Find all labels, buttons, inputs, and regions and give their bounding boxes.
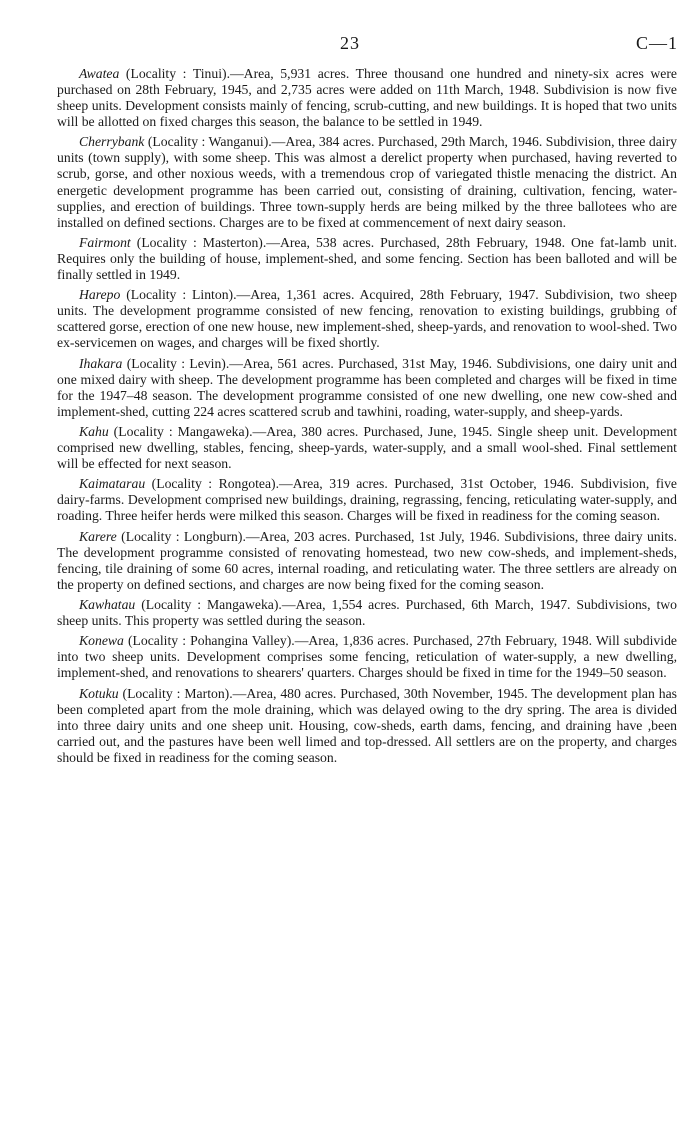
entry-awatea — [57, 66, 677, 130]
entry-name: Cherrybank — [79, 134, 145, 150]
entry-fairmont — [57, 235, 677, 283]
entry-text: (Locality : Wanganui).—Area, 384 acres. Purchased, 29th March, 1946. Subdivision, three dairy units (town supply), with some sheep. This was almost a derelict property when purchased, having reverted to scrub, gorse, and other noxious weeds, with a tremendous crop of variegated thistle menacing the district. An energetic development programme has been carried out, consisting of draining, cultivation, fencing, water-supplies, and erection of buildings. Three town-supply herds are being milked by the three ballotees who are installed on defined sections. Charges are to be fixed at commencement of next dairy season. — [57, 134, 677, 230]
entry-text: (Locality : Rongotea).—Area, 319 acres. Purchased, 31st October, 1946. Subdivision, five dairy-farms. Development comprised new buildings, draining, regrassing, fencing, reticulating water-supply, and roading. Three heifer herds were milked this season. Charges will be fixed in readiness for the coming season. — [57, 476, 677, 524]
entry-name: Kotuku — [79, 685, 119, 701]
section-code: C—1 — [635, 33, 678, 53]
entry-harepo — [57, 287, 677, 351]
entry-text: (Locality : Mangaweka).—Area, 1,554 acres. Purchased, 6th March, 1947. Subdivisions, two sheep units. This property was settled during the season. — [57, 596, 677, 628]
entry-text: (Locality : Levin).—Area, 561 acres. Purchased, 31st May, 1946. Subdivisions, one dairy unit and one mixed dairy with sheep. The development programme has been completed and charges will be fixed in time for the 1947–48 season. The development programme consisted of one new dwelling, one new cow-shed and implement-shed, cutting 224 acres scattered scrub and tawhini, roading, water-supply, and sheep-yards. — [57, 355, 677, 419]
page-number: 23 — [340, 33, 360, 53]
entry-name: Kahu — [79, 423, 109, 439]
entry-text: (Locality : Masterton).—Area, 538 acres. Purchased, 28th February, 1948. One fat-lamb unit. Requires only the building of house, implement-shed, and some fencing. Section has been balloted and will be finally settled in 1949. — [57, 234, 677, 282]
entry-kahu — [57, 424, 677, 472]
entry-name: Kawhatau — [79, 596, 136, 612]
entry-name: Konewa — [79, 633, 124, 649]
entry-name: Ihakara — [79, 355, 123, 371]
entry-karere — [57, 529, 677, 593]
entry-text: (Locality : Mangaweka).—Area, 380 acres. Purchased, June, 1945. Single sheep unit. Development comprised new dwelling, stables, fencing, sheep-yards, water-supply, and a small wool-shed. Final settlement will be effected for next season. — [57, 423, 677, 472]
entry-text: (Locality : Pohangina Valley).—Area, 1,836 acres. Purchased, 27th February, 1948. Will subdivide into two sheep units. Development comprises some fencing, reticulation of water-supply, a new dwelling, implement-shed, and renovations to shearers' quarters. Charges should be fixed in time for the 1949–50 season. — [57, 633, 677, 681]
entry-kotuku — [57, 686, 677, 766]
entry-name: Kaimatarau — [79, 476, 146, 492]
entry-ihakara — [57, 356, 677, 420]
entry-name: Awatea — [79, 66, 120, 81]
entry-kawhatau — [57, 597, 677, 629]
entry-text: (Locality : Longburn).—Area, 203 acres. Purchased, 1st July, 1946. Subdivisions, three dairy units. The development programme consisted of renovating homestead, two new cow-sheds, and implement-sheds, fencing, tile draining of some 60 acres, internal roading, and reticulating water. The three settlers are already on the property on defined sections, and charges are now being fixed for the coming season. — [57, 528, 677, 592]
entry-kaimatarau — [57, 476, 677, 524]
entry-cherrybank — [57, 134, 677, 230]
entry-name: Fairmont — [79, 234, 131, 250]
entry-text: (Locality : Marton).—Area, 480 acres. Purchased, 30th November, 1945. The development plan has been completed apart from the mole draining, which was delayed owing to the dry spring. The area is divided into three dairy units and one sheep unit. Housing, cow-sheds, earth dams, fencing, and draining have ,been carried out, and the pastures have been well limed and top-dressed. All settlers are on the property, and charges should be fixed in readiness for the coming season. — [57, 685, 677, 765]
document-body — [57, 66, 677, 770]
entry-name: Harepo — [79, 287, 121, 303]
entry-konewa — [57, 633, 677, 681]
entry-name: Karere — [79, 528, 117, 544]
entry-text: (Locality : Linton).—Area, 1,361 acres. Acquired, 28th February, 1947. Subdivision, two sheep units. The development programme consisted of new fencing, renovation to existing buildings, grubbing of scattered gorse, erection of one new house, new implement-shed, sheep-yards, and renovation to wool-shed. Two ex-servicemen on wages, and charges will be fixed shortly. — [57, 287, 677, 351]
entry-text: (Locality : Tinui).—Area, 5,931 acres. Three thousand one hundred and ninety-six acres were purchased on 28th February, 1945, and 2,735 acres were added on 11th March, 1948. Subdivision is now five sheep units. Development consists mainly of fencing, scrub-cutting, and new buildings. It is hoped that two units will be allotted on fixed charges this season, the balance to be settled in 1949. — [57, 66, 677, 130]
